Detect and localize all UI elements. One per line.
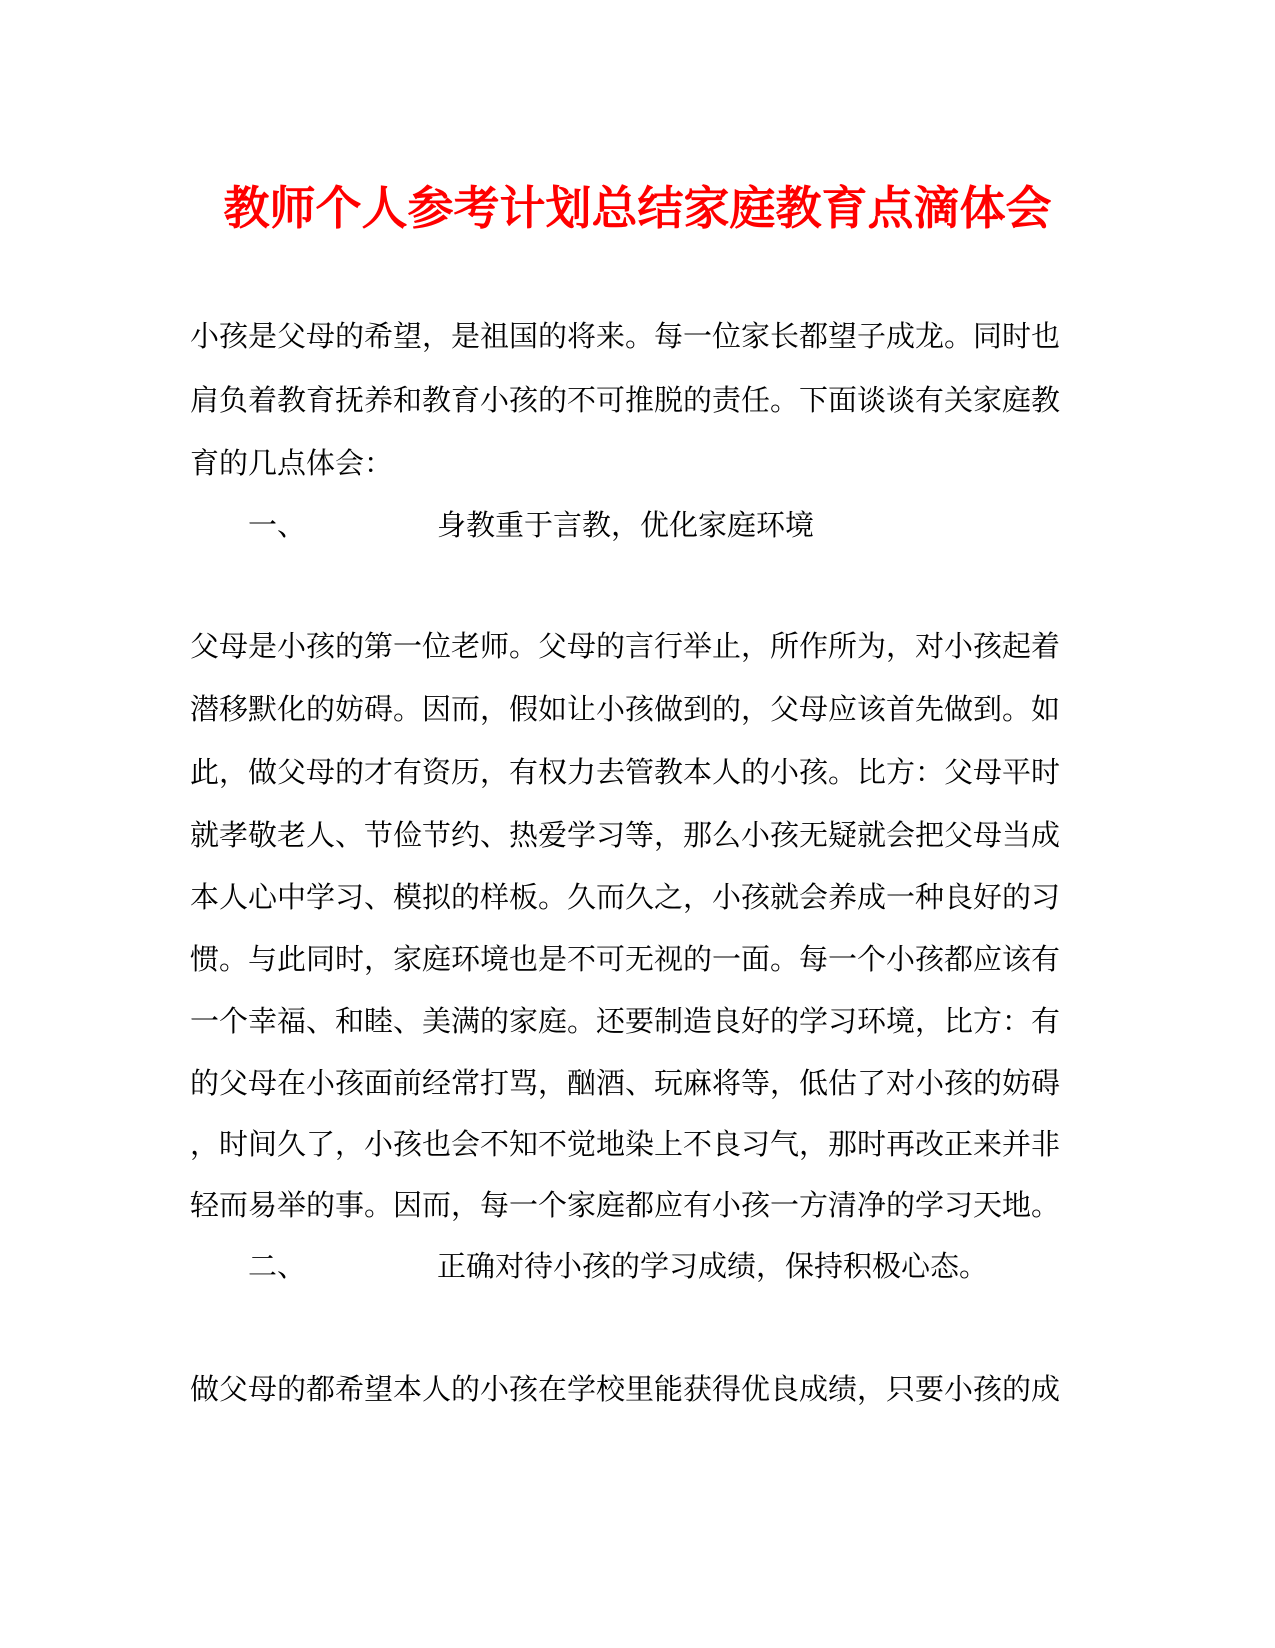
body-line: 父母是小孩的第一位老师。父母的言行举止，所作所为，对小孩起着 — [190, 629, 1061, 663]
document-title: 教师个人参考计划总结家庭教育点滴体会 — [223, 181, 1052, 235]
section-1-heading: 身教重于言教，优化家庭环境 — [437, 508, 815, 542]
body-line: ，时间久了，小孩也会不知不觉地染上不良习气，那时再改正来并非 — [190, 1127, 1061, 1161]
intro-line: 育的几点体会： — [190, 446, 394, 480]
body-line: 轻而易举的事。因而，每一个家庭都应有小孩一方清净的学习天地。 — [190, 1188, 1061, 1222]
section-1-number: 一、 — [248, 508, 307, 542]
section-2-heading: 正确对待小孩的学习成绩，保持积极心态。 — [437, 1249, 989, 1283]
body-line: 本人心中学习、模拟的样板。久而久之，小孩就会养成一种良好的习 — [190, 880, 1061, 914]
body-line: 做父母的都希望本人的小孩在学校里能获得优良成绩，只要小孩的成 — [190, 1372, 1061, 1406]
body-line: 就孝敬老人、节俭节约、热爱学习等，那么小孩无疑就会把父母当成 — [190, 818, 1061, 852]
intro-line: 肩负着教育抚养和教育小孩的不可推脱的责任。下面谈谈有关家庭教 — [190, 383, 1061, 417]
intro-line: 小孩是父母的希望，是祖国的将来。每一位家长都望子成龙。同时也 — [190, 319, 1061, 353]
body-line: 一个幸福、和睦、美满的家庭。还要制造良好的学习环境，比方：有 — [190, 1004, 1061, 1038]
body-line: 的父母在小孩面前经常打骂，酗酒、玩麻将等，低估了对小孩的妨碍 — [190, 1066, 1061, 1100]
body-line: 惯。与此同时，家庭环境也是不可无视的一面。每一个小孩都应该有 — [190, 942, 1061, 976]
body-line: 此，做父母的才有资历，有权力去管教本人的小孩。比方：父母平时 — [190, 755, 1061, 789]
section-2-number: 二、 — [248, 1249, 307, 1283]
body-line: 潜移默化的妨碍。因而，假如让小孩做到的，父母应该首先做到。如 — [190, 692, 1061, 726]
